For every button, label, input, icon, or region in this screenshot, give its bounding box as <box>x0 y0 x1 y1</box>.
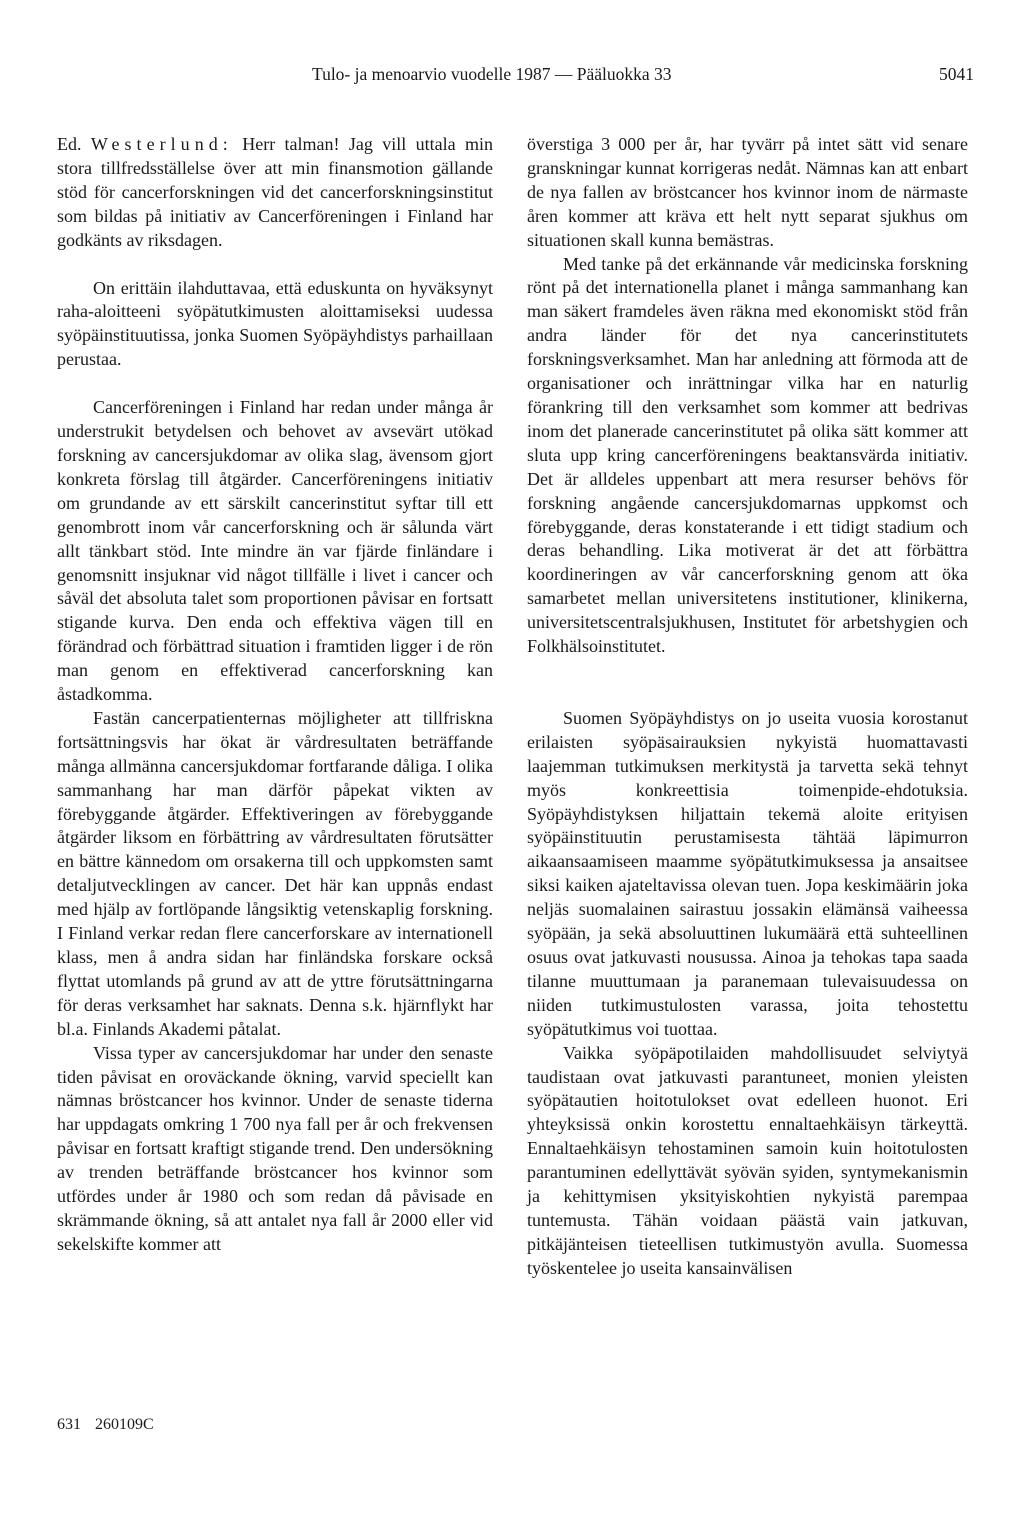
paragraph: On erittäin ilahduttavaa, että eduskunta on hyväksynyt raha-aloitteeni syöpätutkimusten aloittamiseksi uudessa syöpäinstituutissa, jonka Suomen Syöpäyhdistys parhaillaan perustaa. <box>57 277 493 370</box>
page-header <box>0 64 1024 94</box>
sheet-number: 631 <box>57 1416 81 1433</box>
right-column <box>527 133 968 1281</box>
paragraph: överstiga 3 000 per år, har tyvärr på intet sätt vid senare granskningar kunnat korrigeras nedåt. Nämnas kan att enbart de nya fallen av bröstcancer hos kvinnor inom de närmaste åren kommer att kräva ett helt nytt separat sjukhus om situationen skall kunna bemästras. <box>527 134 968 250</box>
paragraph-text: Herr talman! Jag vill uttala min stora tillfredsställelse över att min finansmotion gällande stöd för cancerforskningen vid det cancerforskningsinstitut som bildas på initiativ av Cancerföreningen i Finland har godkänts av riksdagen. <box>57 134 493 250</box>
page-number: 5041 <box>939 64 974 84</box>
print-code: 260109C <box>95 1416 154 1433</box>
paragraph: Cancerföreningen i Finland har redan under många år understrukit betydelsen och behovet av avsevärt utökad forskning av cancersjukdomar av olika slag, ävensom gjort konkreta förslag till åtgärder. Cancerföreningens initiativ om grundande av ett särskilt cancerinstitut syftar till ett genombrott inom vår cancerforskning och är sålunda värt allt tänkbart stöd. Inte mindre än var fjärde finländare i genomsnitt insjuknar vid något tillfälle i livet i cancer och såväl det absoluta talet som proportionen påvisar en fortsatt stigande kurva. Den enda och effektiva vägen till en förändrad och förbättrad situation i framtiden ligger i de rön man genom en effektiverad cancerforskning kan åstadkomma. <box>57 397 493 705</box>
running-title: Tulo- ja menoarvio vuodelle 1987 — Pääluokka 33 <box>312 64 672 84</box>
paragraph: Vissa typer av cancersjukdomar har under den senaste tiden påvisat en oroväckande ökning, varvid speciellt kan nämnas bröstcancer hos kvinnor. Under de senaste tiderna har uppdagats omkring 1 700 nya fall per år och frekvensen påvisar en fortsatt kraftigt stigande trend. Den undersökning av trenden beträffande bröstcancer hos kvinnor som utfördes under år 1980 och som redan då påvisade en skrämmande ökning, så att antalet nya fall år 2000 eller vid sekelskifte kommer att <box>57 1042 493 1254</box>
speaker-name: Westerlund: <box>90 134 233 154</box>
paragraph: Vaikka syöpäpotilaiden mahdollisuudet selviytyä taudistaan ovat jatkuvasti parantuneet, monien yleisten syöpätautien hoitotulokset ovat edelleen huonot. Eri yhteyksissä onkin korostettu ennaltaehkäisyn tärkeyttä. Ennaltaehkäisyn tehostaminen samoin kuin hoitotulosten parantuminen edellyttävät syövän syiden, syntymekanismin ja kehittymisen yksityiskohtien nykyistä parempaa tuntemusta. Tähän voidaan päästä vain jatkuvan, pitkäjänteisen tieteellisen tutkimustyön avulla. Suomessa työskentelee jo useita kansainvälisen <box>527 1042 968 1278</box>
paragraph <box>57 133 493 253</box>
left-column <box>57 133 493 1257</box>
speaker-prefix: Ed. <box>57 134 91 154</box>
paragraph: Fastän cancerpatienternas möjligheter att tillfriskna fortsättningsvis har ökat är vårdresultaten beträffande många allmänna cancersjukdomar fortfarande dåliga. I olika sammanhang har man därför påpekat vikten av förebyggande åtgärder. Effektiveringen av förebyggande åtgärder liksom en förbättring av vårdresultaten förutsätter en bättre kännedom om orsakerna till och uppkomsten samt detaljutvecklingen av cancer. Det här kan uppnås endast med hjälp av fortlöpande långsiktig vetenskaplig forskning. I Finland verkar redan flere cancerforskare av internationell klass, men å andra sidan har finländska forskare också flyttat utomlands på grund av att de yttre förutsättningarna för deras verksamhet har saknats. Denna s.k. hjärnflykt har bl.a. Finlands Akademi påtalat. <box>57 707 493 1039</box>
paragraph: Suomen Syöpäyhdistys on jo useita vuosia korostanut erilaisten syöpäsairauksien nykyistä huomattavasti laajemman tutkimuksen merkitystä ja tarvetta sekä tehnyt myös konkreettisia toimenpide-ehdotuksia. Syöpäyhdistyksen hiljattain tekemä aloite erityisen syöpäinstituutin perustamisesta tähtää läpimurron aikaansaamiseen maamme syöpätutkimuksessa ja ansaitsee siksi kaiken ajateltavissa olevan tuen. Jopa keskimäärin joka neljäs suomalainen sairastuu jossakin elämänsä vaiheessa syöpään, ja sekä absoluuttinen lukumäärä että suhteellinen osuus ovat jatkuvasti nousussa. Ainoa ja tehokas tapa saada tilanne muuttumaan ja paranemaan tulevaisuudessa on niiden tutkimustulosten varassa, joita tehostettu syöpätutkimus voi tuottaa. <box>527 707 968 1039</box>
paragraph: Med tanke på det erkännande vår medicinska forskning rönt på det internationella planet i många sammanhang kan man säkert framdeles även räkna med ekonomiskt stöd från andra länder för det nya cancerinstitutets forskningsverksamhet. Man har anledning att förmoda att de organisationer och inrättningar vilka har en naturlig förankring till den verksamhet som kommer att bedrivas inom det planerade cancerinstitutet på olika sätt kommer att sluta upp kring cancerföreningens beaktansvärda initiativ. Det är alldeles uppenbart att mera resurser behövs för forskning angående cancersjukdomarnas uppkomst och förebyggande, deras konstaterande i ett tidigt stadium och deras behandling. Lika motiverat är det att förbättra koordineringen av vår cancerforskning genom att öka samarbetet mellan universitetens institutioner, klinikerna, universitetscentralsjukhusen, Institutet för arbetshygien och Folkhälsoinstitutet. <box>527 253 968 657</box>
page-footer <box>57 1416 154 1434</box>
